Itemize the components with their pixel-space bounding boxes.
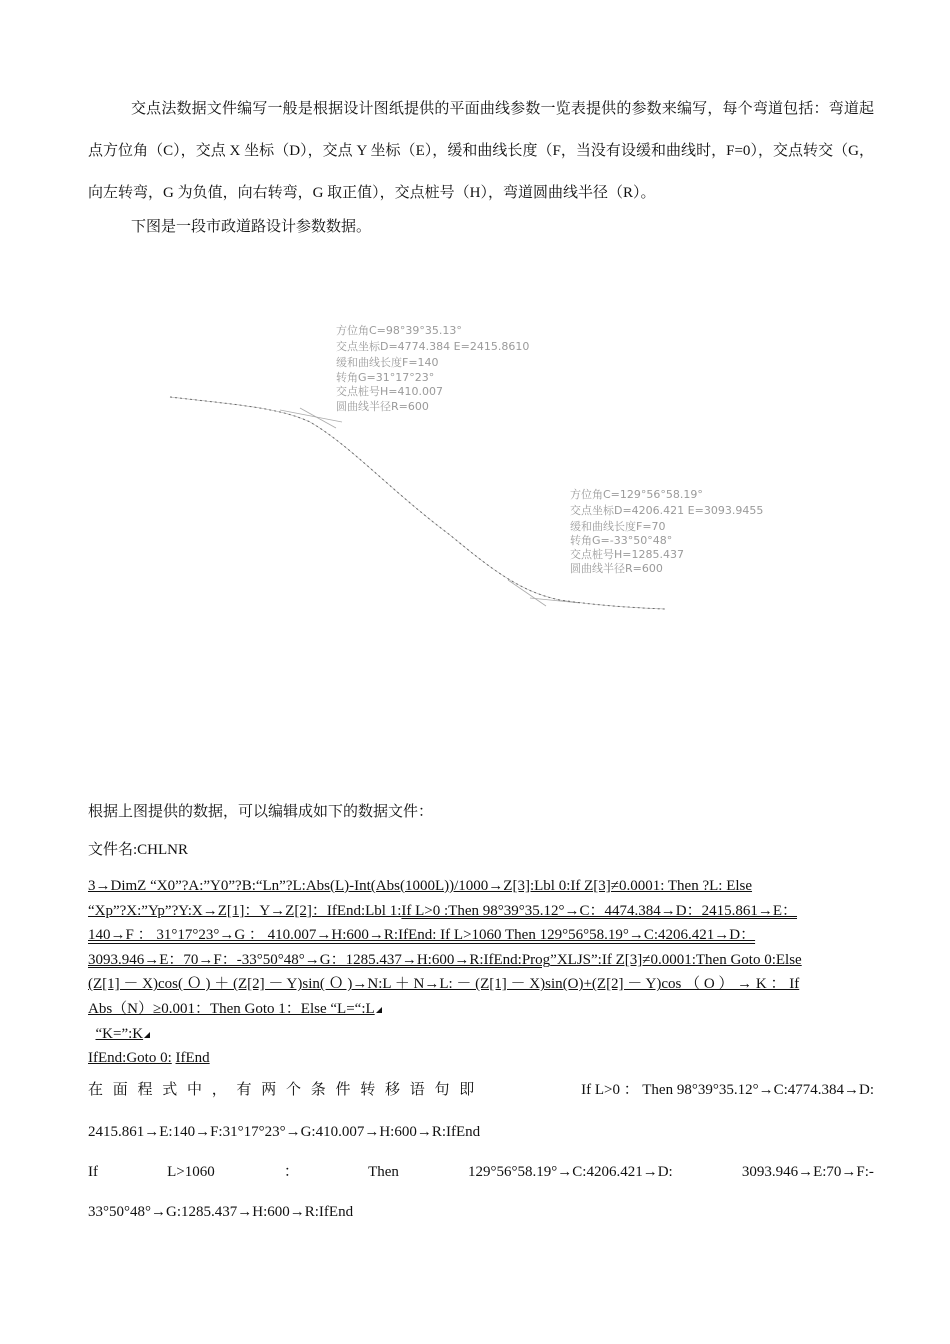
curve1-azimuth: 方位角C=98°39°35.13° bbox=[336, 324, 462, 337]
display-pause-icon bbox=[144, 1032, 150, 1038]
explanation-text: ： bbox=[283, 1164, 299, 1180]
code-line bbox=[88, 997, 874, 1022]
code-segment: ”XLJS”:If Z[3]≠0.0001:Then Goto 0:Else bbox=[550, 951, 802, 968]
curve2-turn-angle: 转角G=-33°50°48° bbox=[570, 534, 673, 547]
code-segment-double: 3093.946→E：70→F：-33°50°48°→G：1285.437→H:600→R:IfEnd:Prog bbox=[88, 951, 551, 968]
code-line: 140→F ： 31°17°23°→G ： 410.007→H:600→R:IfEnd: If L>1060 Then 129°56°58.19°→C:4206.421→D： bbox=[88, 927, 756, 944]
explanation-line bbox=[88, 1152, 874, 1192]
code-line bbox=[88, 899, 874, 924]
explanation bbox=[88, 1070, 874, 1232]
curve1-station: 交点桩号H=410.007 bbox=[336, 385, 443, 398]
code-segment: Abs（N）≥0.001：Then Goto 1：Else “L=“:L bbox=[88, 1000, 375, 1017]
explanation-text: If bbox=[88, 1164, 98, 1180]
curve2-transition-length: 缓和曲线长度F=70 bbox=[570, 520, 666, 533]
curve2-radius: 圆曲线半径R=600 bbox=[570, 562, 663, 575]
road-centerline-base bbox=[170, 397, 665, 609]
explanation-text: L>1060 bbox=[167, 1164, 215, 1180]
road-alignment-drawing bbox=[160, 310, 800, 630]
explanation-text: 在 面 程 式 中 ， 有 两 个 条 件 转 移 语 句 即 bbox=[88, 1082, 478, 1098]
explanation-line: 2415.861→E:140→F:31°17°23°→G:410.007→H:600→R:IfEnd bbox=[88, 1124, 481, 1140]
display-pause-icon bbox=[376, 1007, 382, 1013]
curve2-azimuth: 方位角C=129°56°58.19° bbox=[570, 488, 703, 501]
road-curve-figure bbox=[160, 310, 800, 630]
program-code bbox=[88, 874, 874, 1071]
curve2-annotation bbox=[570, 487, 763, 575]
code-segment: “Xp”?X:”Yp”?Y:X→Z[1]：Y→Z[2]：IfEnd:Lbl 1: bbox=[88, 902, 402, 919]
tangent-line-2 bbox=[300, 408, 336, 428]
tangent-line-1 bbox=[280, 410, 342, 422]
code-line: 3→DimZ “X0”?A:”Y0”?B:“Ln”?L:Abs(L)-Int(Abs(1000L))/1000→Z[3]:Lbl 0:If Z[3]≠0.0001: Then ?L: Else bbox=[88, 878, 753, 894]
curve2-coordinates: 交点坐标D=4206.421 E=3093.9455 bbox=[570, 504, 764, 517]
code-segment: IfEnd:Goto 0: bbox=[88, 1050, 172, 1067]
code-segment-double: If L>0 :Then 98°39°35.12°→C：4474.384→D：2415.861→E： bbox=[401, 902, 798, 919]
explanation-text: If L>0 ： Then 98°39°35.12°→C:4774.384→D: bbox=[581, 1082, 874, 1098]
code-line bbox=[88, 1046, 874, 1071]
data-file-intro: 根据上图提供的数据，可以编辑成如下的数据文件： bbox=[88, 804, 434, 820]
code-segment: IfEnd bbox=[175, 1050, 210, 1067]
road-centerline bbox=[170, 397, 665, 609]
explanation-line bbox=[88, 1070, 874, 1110]
code-line bbox=[88, 1022, 874, 1047]
curve2-station: 交点桩号H=1285.437 bbox=[570, 548, 684, 561]
code-line: (Z[1] － X)cos( Ｏ ) ＋ (Z[2] － Y)sin( Ｏ )→N:L ＋ N→L: － (Z[1] － X)sin(O)+(Z[2] － Y)cos （ O ） → K ： If bbox=[88, 976, 800, 993]
explanation-text: 129°56°58.19°→C:4206.421→D: bbox=[468, 1164, 673, 1180]
tangent-line-3 bbox=[508, 580, 546, 606]
curve1-annotation bbox=[336, 323, 529, 413]
file-name: 文件名:CHLNR bbox=[88, 842, 189, 858]
curve1-turn-angle: 转角G=31°17°23° bbox=[336, 371, 435, 384]
code-line bbox=[88, 948, 874, 973]
curve1-radius: 圆曲线半径R=600 bbox=[336, 400, 429, 413]
explanation-text: Then bbox=[368, 1164, 399, 1180]
figure-intro: 下图是一段市政道路设计参数数据。 bbox=[131, 219, 372, 235]
code-segment: “K=”:K bbox=[95, 1025, 144, 1042]
intro-paragraph: 交点法数据文件编写一般是根据设计图纸提供的平面曲线参数一览表提供的参数来编写，每个弯道包括：弯道起点方位角（C），交点 X 坐标（D），交点 Y 坐标（E），缓和曲线长度（F，当没有设缓和曲线时，F=0），交点转交（G，向左转弯，G 为负值，向右转弯，G 取正值），交点桩号（H），弯道圆曲线半径（R）。 bbox=[88, 101, 874, 201]
explanation-text: 3093.946→E:70→F:- bbox=[741, 1164, 874, 1180]
explanation-line: 33°50°48°→G:1285.437→H:600→R:IfEnd bbox=[88, 1204, 354, 1220]
curve1-transition-length: 缓和曲线长度F=140 bbox=[336, 356, 439, 369]
curve1-coordinates: 交点坐标D=4774.384 E=2415.8610 bbox=[336, 340, 530, 353]
